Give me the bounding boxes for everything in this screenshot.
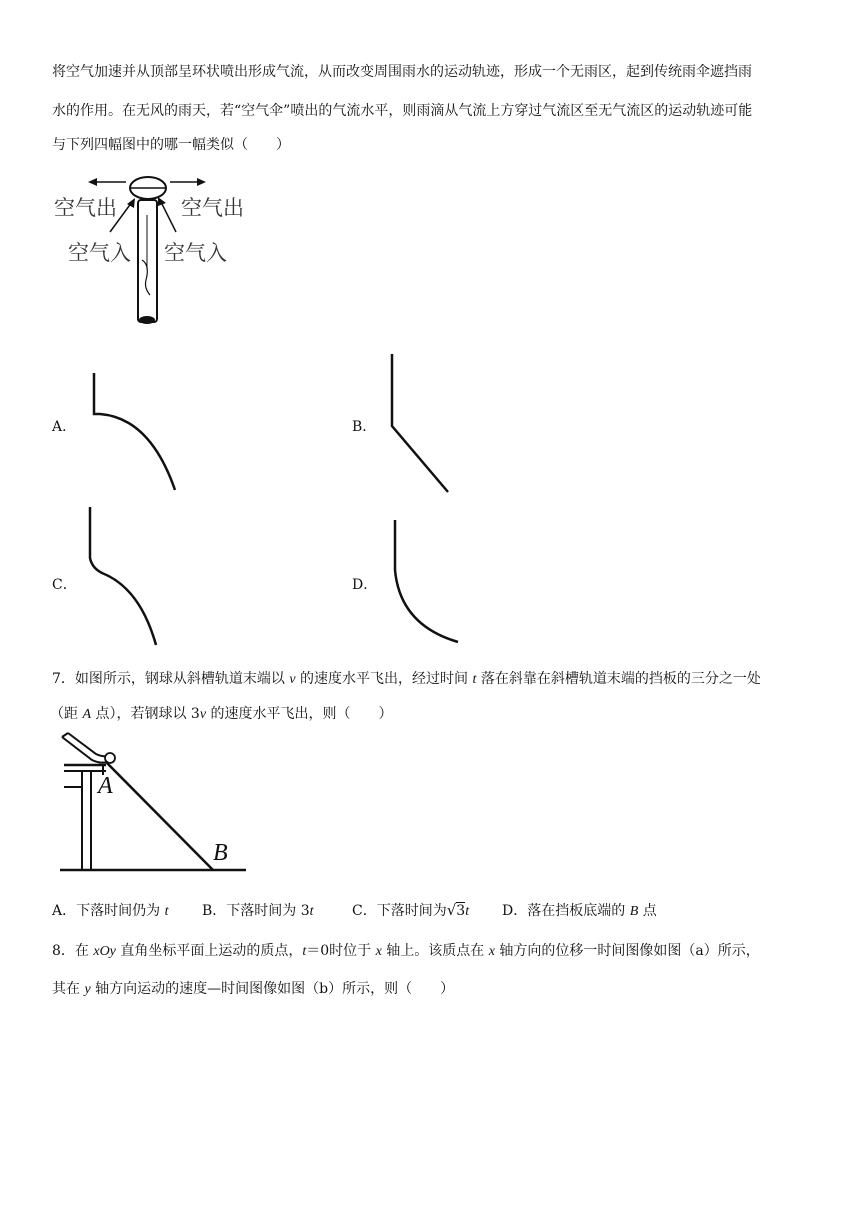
sqrt-symbol: √	[446, 901, 457, 919]
q7-option-d: D．落在挡板底端的 B 点	[502, 903, 657, 919]
q7-option-c: C．下落时间为√3t	[352, 901, 470, 919]
q7-option-b: B．下落时间为 3t	[202, 903, 314, 919]
q6-stem-line-2: 水的作用。在无风的雨天，若“空气伞”喷出的气流水平，则雨滴从气流上方穿过气流区至无气流区的运动轨迹可能	[52, 103, 753, 119]
q7-point-b-label: B	[213, 840, 228, 866]
q6-option-d-label: D．	[352, 577, 378, 593]
q6-stem-line-1: 将空气加速并从顶部呈环状喷出形成气流，从而改变周围雨水的运动轨迹，形成一个无雨区，起到传统雨伞遮挡雨	[52, 64, 752, 80]
q8-stem-line-2: 其在 y 轴方向运动的速度—时间图像如图（b）所示，则（ ）	[52, 981, 455, 997]
q8-stem-line-1: 8．在 xOy 直角坐标平面上运动的质点，t＝0时位于 x 轴上。该质点在 x 轴方向的位移一时间图像如图（a）所示，	[52, 943, 760, 959]
air-in-left-label: 空气入	[68, 241, 131, 265]
q7-stem-line-2: （距 A 点），若钢球以 3v 的速度水平飞出，则（ ）	[50, 706, 393, 722]
q7-point-a-label: A	[98, 773, 113, 799]
air-in-right-label: 空气入	[164, 241, 227, 265]
q6-option-c-label: C．	[52, 577, 77, 593]
q6-option-a-label: A．	[52, 419, 77, 435]
q7-option-a: A．下落时间仍为 t	[52, 903, 169, 919]
air-out-right-label: 空气出	[181, 196, 244, 220]
air-out-left-label: 空气出	[54, 196, 117, 220]
q7-stem-line-1: 7．如图所示，钢球从斜槽轨道末端以 v 的速度水平飞出，经过时间 t 落在斜靠在斜槽轨道末端的挡板的三分之一处	[52, 671, 761, 687]
q6-option-b-label: B．	[352, 419, 377, 435]
q6-stem-line-3: 与下列四幅图中的哪一幅类似（ ）	[52, 137, 290, 153]
